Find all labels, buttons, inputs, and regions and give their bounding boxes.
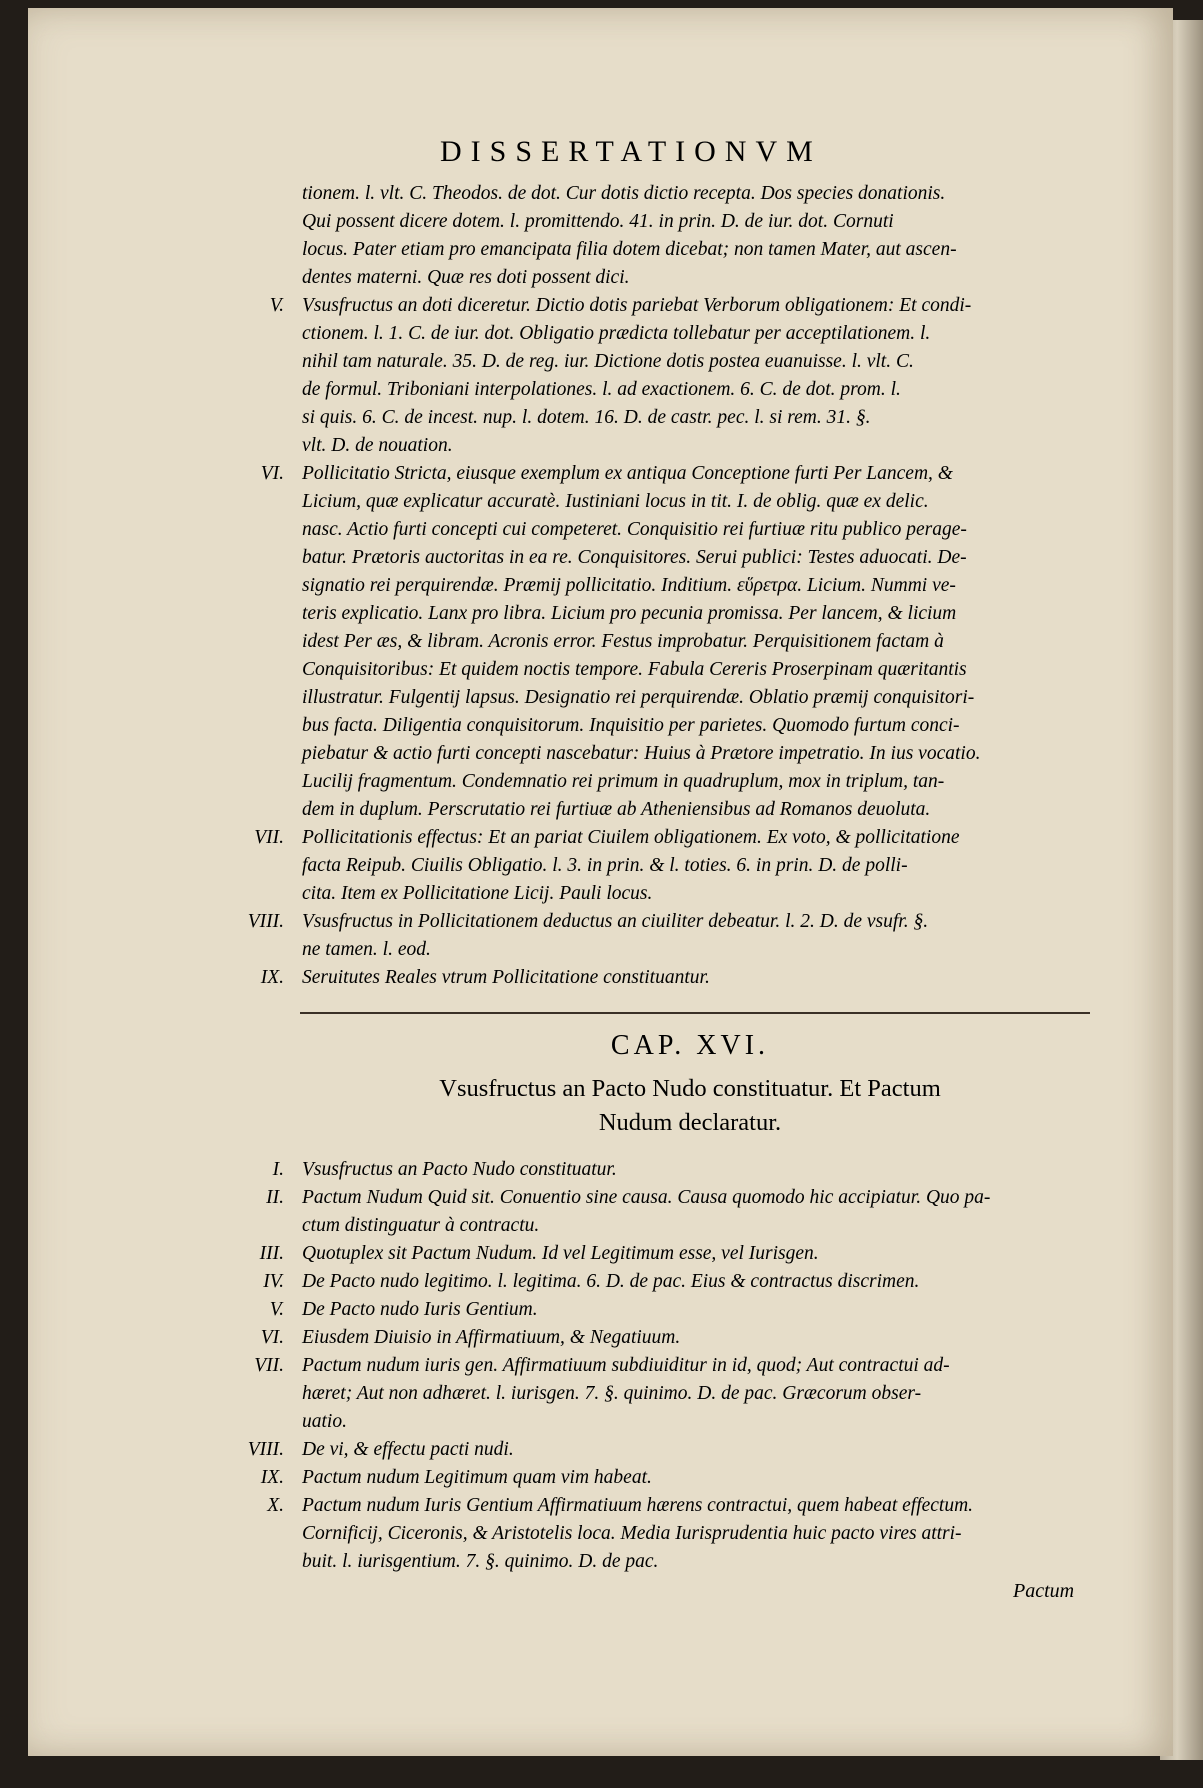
entry-text: Eiusdem Diuisio in Affirmatiuum, & Negatiuum. <box>302 1327 681 1348</box>
summary-entry <box>180 404 1140 432</box>
catchword: Pactum <box>1013 1580 1075 1602</box>
entry-text: vlt. D. de nouation. <box>302 435 453 456</box>
entry-text: tionem. l. vlt. C. Theodos. de dot. Cur dotis dictio recepta. Dos species donationis. <box>302 183 946 204</box>
entry-number: VII. <box>254 827 284 848</box>
summary-entry <box>180 348 1140 376</box>
entry-number: VI. <box>260 1327 284 1348</box>
summary-entry <box>180 600 1140 628</box>
summary-entry <box>180 796 1140 824</box>
entry-text: De Pacto nudo legitimo. l. legitima. 6. D. de pac. Eius & contractus discrimen. <box>302 1271 920 1292</box>
entry-text: buit. l. iurisgentium. 7. §. quinimo. D. de pac. <box>302 1551 659 1572</box>
summary-list-previous <box>180 180 1140 992</box>
summary-entry <box>180 1324 1140 1352</box>
entry-text: Pollicitationis effectus: Et an pariat Ciuilem obligationem. Ex voto, & pollicitatione <box>302 827 960 848</box>
summary-entry <box>180 1408 1140 1436</box>
entry-text: De vi, & effectu pacti nudi. <box>302 1439 514 1460</box>
summary-entry <box>180 516 1140 544</box>
summary-entry <box>180 432 1140 460</box>
summary-entry <box>180 712 1140 740</box>
entry-text: illustratur. Fulgentij lapsus. Designatio rei perquirendæ. Oblatio præmij conquisitori- <box>302 687 975 708</box>
summary-entry <box>180 1352 1140 1380</box>
summary-entry <box>180 908 1140 936</box>
summary-list-chapter-16 <box>180 1156 1140 1576</box>
entry-number: X. <box>267 1495 284 1516</box>
summary-entry <box>180 964 1140 992</box>
entry-text: Lucilij fragmentum. Condemnatio rei primum in quadruplum, mox in triplum, tan- <box>302 771 945 792</box>
entry-text: si quis. 6. C. de incest. nup. l. dotem. 16. D. de castr. pec. l. si rem. 31. §. <box>302 407 871 428</box>
summary-entry <box>180 180 1140 208</box>
entry-text: Quotuplex sit Pactum Nudum. Id vel Legitimum esse, vel Iurisgen. <box>302 1243 819 1264</box>
summary-entry <box>180 1548 1140 1576</box>
entry-number: VII. <box>254 1355 284 1376</box>
summary-entry <box>180 1240 1140 1268</box>
running-head: DISSERTATIONVM <box>440 135 822 168</box>
entry-text: Pactum nudum Legitimum quam vim habeat. <box>302 1467 652 1488</box>
entry-text: hæret; Aut non adhæret. l. iurisgen. 7. §. quinimo. D. de pac. Græcorum obser- <box>302 1383 922 1404</box>
summary-entry <box>180 460 1140 488</box>
summary-entry <box>180 656 1140 684</box>
entry-text: bus facta. Diligentia conquisitorum. Inquisitio per parietes. Quomodo furtum conci- <box>302 715 960 736</box>
entry-number: IX. <box>260 967 284 988</box>
summary-entry <box>180 740 1140 768</box>
entry-number: II. <box>266 1187 284 1208</box>
summary-entry <box>180 1464 1140 1492</box>
entry-number: IX. <box>260 1467 284 1488</box>
summary-entry <box>180 544 1140 572</box>
entry-number: V. <box>269 295 284 316</box>
entry-text: batur. Prætoris auctoritas in ea re. Conquisitores. Serui publici: Testes aduocati. De- <box>302 547 967 568</box>
summary-entry <box>180 236 1140 264</box>
summary-entry <box>180 1436 1140 1464</box>
entry-text: piebatur & actio furti concepti nascebatur: Huius à Prætore impetratio. In ius vocatio. <box>302 743 981 764</box>
entry-text: Pollicitatio Stricta, eiusque exemplum ex antiqua Conceptione furti Per Lancem, & <box>302 463 953 484</box>
entry-text: Vsusfructus in Pollicitationem deductus an ciuiliter debeatur. l. 2. D. de vsufr. §. <box>302 911 929 932</box>
entry-text: De Pacto nudo Iuris Gentium. <box>302 1299 538 1320</box>
entry-number: I. <box>272 1159 284 1180</box>
entry-text: ne tamen. l. eod. <box>302 939 431 960</box>
entry-text: dentes materni. Quæ res doti possent dici. <box>302 267 630 288</box>
summary-entry <box>180 208 1140 236</box>
chapter-rule <box>300 1012 1090 1014</box>
entry-text: Licium, quæ explicatur accuratè. Iustiniani locus in tit. I. de oblig. quæ ex delic. <box>302 491 929 512</box>
entry-text: de formul. Triboniani interpolationes. l. ad exactionem. 6. C. de dot. prom. l. <box>302 379 901 400</box>
entry-text: dem in duplum. Perscrutatio rei furtiuæ ab Atheniensibus ad Romanos deuoluta. <box>302 799 931 820</box>
entry-text: Vsusfructus an doti diceretur. Dictio dotis pariebat Verborum obligationem: Et condi- <box>302 295 972 316</box>
summary-entry <box>180 1212 1140 1240</box>
entry-text: idest Per æs, & libram. Acronis error. Festus improbatur. Perquisitionem factam à <box>302 631 944 652</box>
summary-entry <box>180 936 1140 964</box>
chapter-subtitle-line-1: Vsusfructus an Pacto Nudo constituatur. Et Pactum <box>439 1075 941 1102</box>
entry-number: IV. <box>263 1271 284 1292</box>
summary-entry <box>180 684 1140 712</box>
summary-entry <box>180 488 1140 516</box>
summary-entry <box>180 768 1140 796</box>
summary-entry <box>180 1520 1140 1548</box>
entry-text: facta Reipub. Ciuilis Obligatio. l. 3. in prin. & l. toties. 6. in prin. D. de polli- <box>302 855 908 876</box>
summary-entry <box>180 572 1140 600</box>
entry-number: III. <box>259 1243 284 1264</box>
entry-number: V. <box>269 1299 284 1320</box>
entry-text: ctum distinguatur à contractu. <box>302 1215 540 1236</box>
entry-text: Seruitutes Reales vtrum Pollicitatione constituantur. <box>302 967 710 988</box>
entry-text: Cornificij, Ciceronis, & Aristotelis loca. Media Iurisprudentia huic pacto vires attri- <box>302 1523 962 1544</box>
entry-text: Pactum nudum iuris gen. Affirmatiuum subdiuiditur in id, quod; Aut contractui ad- <box>302 1355 950 1376</box>
entry-text: Pactum Nudum Quid sit. Conuentio sine causa. Causa quomodo hic accipiatur. Quo pa- <box>302 1187 991 1208</box>
entry-text: Qui possent dicere dotem. l. promittendo. 41. in prin. D. de iur. dot. Cornuti <box>302 211 894 232</box>
summary-entry <box>180 1296 1140 1324</box>
summary-entry <box>180 824 1140 852</box>
entry-text: uatio. <box>302 1411 347 1432</box>
summary-entry <box>180 264 1140 292</box>
entry-text: signatio rei perquirendæ. Præmij pollicitatio. Inditium. εὕρετρα. Licium. Nummi ve- <box>302 575 956 596</box>
summary-entry <box>180 376 1140 404</box>
entry-text: Vsusfructus an Pacto Nudo constituatur. <box>302 1159 617 1180</box>
entry-text: teris explicatio. Lanx pro libra. Licium pro pecunia promissa. Per lancem, & licium <box>302 603 957 624</box>
entry-text: cita. Item ex Pollicitatione Licij. Pauli locus. <box>302 883 653 904</box>
summary-entry <box>180 1380 1140 1408</box>
entry-text: locus. Pater etiam pro emancipata filia dotem dicebat; non tamen Mater, aut ascen- <box>302 239 957 260</box>
summary-entry <box>180 1492 1140 1520</box>
summary-entry <box>180 628 1140 656</box>
summary-entry <box>180 320 1140 348</box>
entry-number: VI. <box>260 463 284 484</box>
entry-text: Pactum nudum Iuris Gentium Affirmatiuum hærens contractui, quem habeat effectum. <box>302 1495 974 1516</box>
chapter-title: CAP. XVI. <box>610 1030 770 1061</box>
chapter-subtitle-line-2: Nudum declaratur. <box>598 1109 782 1136</box>
summary-entry <box>180 1268 1140 1296</box>
entry-text: ctionem. l. 1. C. de iur. dot. Obligatio prædicta tollebatur per acceptilationem. l. <box>302 323 931 344</box>
summary-entry <box>180 852 1140 880</box>
entry-number: VIII. <box>247 1439 284 1460</box>
entry-number: VIII. <box>247 911 284 932</box>
chapter-subtitle <box>300 1072 1080 1140</box>
entry-text: Conquisitoribus: Et quidem noctis tempore. Fabula Cereris Proserpinam quæritantis <box>302 659 967 680</box>
summary-entry <box>180 1184 1140 1212</box>
summary-entry <box>180 880 1140 908</box>
summary-entry <box>180 1156 1140 1184</box>
entry-text: nihil tam naturale. 35. D. de reg. iur. Dictione dotis postea euanuisse. l. vlt. C. <box>302 351 914 372</box>
entry-text: nasc. Actio furti concepti cui competeret. Conquisitio rei furtiuæ ritu publico perage- <box>302 519 967 540</box>
summary-entry <box>180 292 1140 320</box>
